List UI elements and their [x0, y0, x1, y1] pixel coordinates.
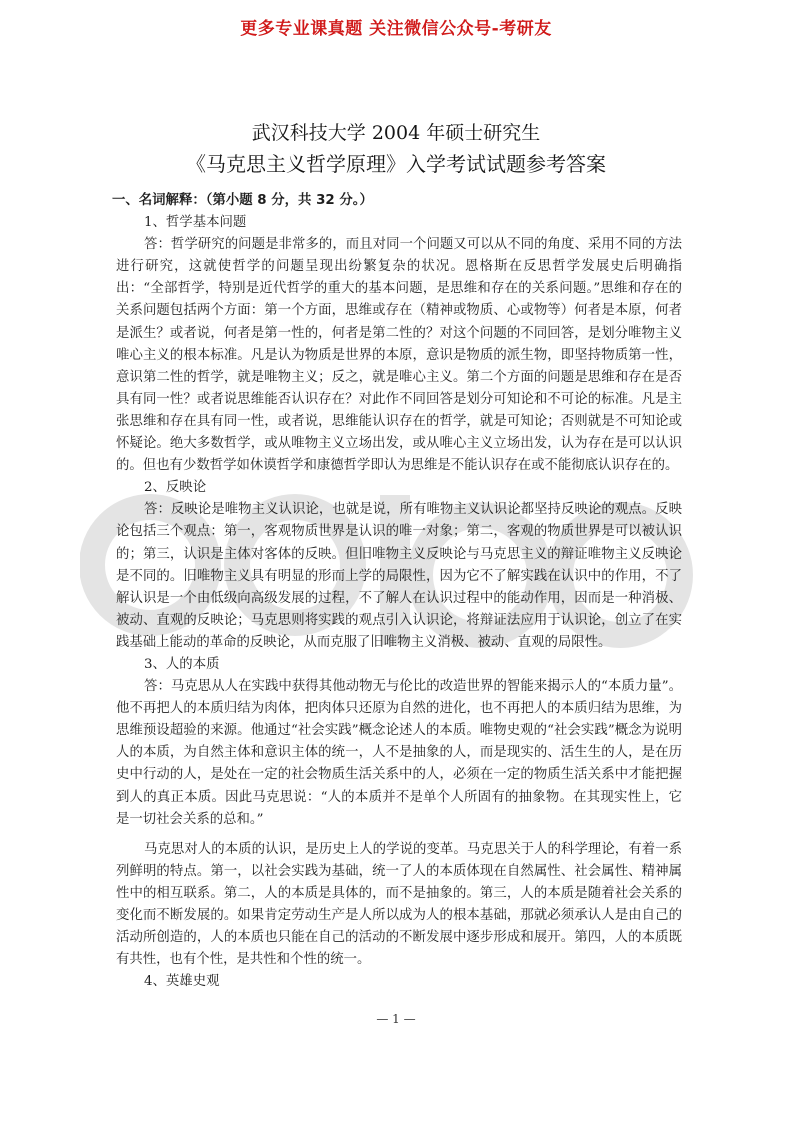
item-paragraph: 答：哲学研究的问题是非常多的，而且对同一个问题又可以从不同的角度、采用不同的方法进行研究，这就使哲学的问题呈现出纷繁复杂的状况。恩格斯在反思哲学发展史后明确指出：“全部哲学，特别是近代哲学的重大的基本问题，是思维和存在的关系问题。”思维和存在的关系问题包括两个方面：第一个方面，思维或存在（精神或物质、心或物等）何者是本原，何者是派生？或者说，何者是第一性的，何者是第二性的？对这个问题的不同回答，是划分唯物主义唯心主义的根本标准。凡是认为物质是世界的本原，意识是物质的派生物，即坚持物质第一性，意识第二性的哲学，就是唯物主义；反之，就是唯心主义。第二个方面的问题是思维和存在是否具有同一性？或者说思维能否认识存在？对此作不同回答是划分可知论和不可论的标准。凡是主张思维和存在具有同一性，或者说，思维能认识存在的哲学，就是可知论；否则就是不可知论或怀疑论。绝大多数哲学，或从唯物主义立场出发，或从唯心主义立场出发，认为存在是可以认识的。但也有少数哲学如休谟哲学和康德哲学即认为思维是不能认识存在或不能彻底认识存在的。: [116, 237, 682, 474]
item-paragraph: 答：反映论是唯物主义认识论，也就是说，所有唯物主义认识论都坚持反映论的观点。反映论包括三个观点：第一，客观物质世界是认识的唯一对象；第二，客观的物质世界是可以被认识的；第三，认识是主体对客体的反映。但旧唯物主义反映论与马克思主义的辩证唯物主义反映论是不同的。旧唯物主义具有明显的形而上学的局限性，因为它不了解实践在认识中的作用，不了解认识是一个由低级向高级发展的过程，不了解人在认识过程中的能动作用，因而是一种消极、被动、直观的反映论；马克思则将实践的观点引入认识论，将辩证法应用于认识论，创立了在实践基础上能动的革命的反映论，从而克服了旧唯物主义消极、被动、直观的局限性。: [116, 502, 682, 650]
document-title: 武汉科技大学 2004 年硕士研究生: [251, 122, 541, 144]
item-heading: 3、人的本质: [144, 656, 220, 672]
promo-banner: 更多专业课真题 关注微信公众号-考研友: [240, 19, 552, 39]
item-heading: 2、反映论: [144, 480, 207, 496]
item-heading: 1、哲学基本问题: [144, 215, 247, 231]
item-heading: 4、英雄史观: [144, 974, 220, 990]
document-subtitle: 《马克思主义哲学原理》入学考试试题参考答案: [186, 152, 606, 176]
answer-body: [112, 190, 682, 993]
section-heading: 一、名词解释：（第小题 8 分，共 32 分。）: [112, 193, 373, 208]
page-number: — 1 —: [376, 1012, 416, 1026]
item-paragraph: 答：马克思从人在实践中获得其他动物无与伦比的改造世界的智能来揭示人的“本质力量”。他不再把人的本质归结为肉体，把肉体只还原为自然的进化，也不再把人的本质归结为思维，为思维预设超验的来源。他通过“社会实践”概念论述人的本质。唯物史观的“社会实践”概念为说明人的本质，为自然主体和意识主体的统一，人不是抽象的人，而是现实的、活生生的人，是在历史中行动的人，是处在一定的社会物质生活关系中的人，必须在一定的物质生活关系中才能把握到人的真正本质。因此马克思说：“人的本质并不是单个人所固有的抽象物。在其现实性上，它是一切社会关系的总和。”: [116, 679, 682, 827]
item-paragraph: 马克思对人的本质的认识，是历史上人的学说的变革。马克思关于人的科学理论，有着一系列鲜明的特点。第一，以社会实践为基础，统一了人的本质体现在自然属性、社会属性、精神属性中的相互联系。第二，人的本质是具体的，而不是抽象的。第三，人的本质是随着社会关系的变化而不断发展的。如果肯定劳动生产是人所以成为人的根本基础，那就必须承认人是由自己的活动所创造的，人的本质也只能在自己的活动的不断发展中逐步形成和展开。第四，人的本质既有共性，也有个性，是共性和个性的统一。: [116, 841, 682, 968]
